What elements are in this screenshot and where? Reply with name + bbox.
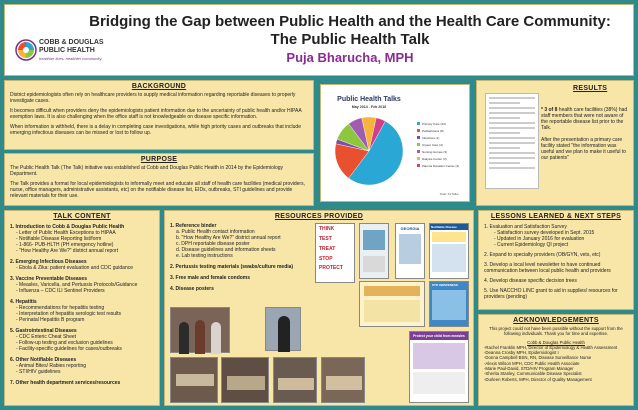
acknowledgement-name: -Deanna Crosby MPH, Epidemiologist I bbox=[484, 350, 559, 356]
acknowledgement-name: -Rachel Franklin MPH, Director of Epidemiology & Health Assessment bbox=[484, 344, 618, 350]
lesson-item bbox=[484, 262, 628, 274]
talk-section bbox=[10, 276, 154, 294]
pie-chart bbox=[321, 85, 471, 203]
meeting-photo bbox=[321, 357, 365, 403]
logo-line1: COBB & DOUGLAS bbox=[39, 39, 104, 46]
results-finding bbox=[541, 107, 629, 131]
results-panel bbox=[476, 80, 634, 206]
talk-section-item: - Ebola & Zika: patient evaluation and CDC guidance bbox=[16, 265, 134, 271]
acknowledgements-intro: This project could not have been possible without the support from the following individuals. Thank you for time and expertise. bbox=[489, 326, 623, 337]
acknowledgement-name: -Alexis Wilson MPH, CDC Public Health Associate bbox=[484, 360, 580, 366]
measles-poster bbox=[409, 331, 469, 403]
meeting-photo bbox=[273, 357, 317, 403]
legend-swatch bbox=[417, 136, 420, 139]
poster-protect-label: PROTECT bbox=[319, 265, 343, 271]
talk-section-item: - Letter of Public Health Exceptions to HIPAA bbox=[16, 230, 116, 236]
resource-heading: 1. Reference binder bbox=[170, 223, 217, 229]
resource-item: c. DPH reportable disease poster bbox=[176, 241, 250, 247]
talk-section-heading: 6. Other Notifiable Diseases bbox=[10, 357, 77, 363]
pie-chart-panel bbox=[320, 84, 470, 202]
poster-stop-label: STOP bbox=[319, 256, 333, 262]
talk-section-item: - STI/HIV guidelines bbox=[16, 369, 61, 375]
acknowledgement-name: -Marie Paul-David, STD/HIV Program Manager bbox=[484, 366, 574, 372]
acknowledgements-names bbox=[484, 345, 628, 382]
results-title: RESULTS bbox=[573, 85, 608, 92]
background-title: BACKGROUND bbox=[131, 83, 187, 90]
meeting-photo bbox=[170, 357, 218, 403]
resource-section bbox=[170, 286, 320, 292]
resources-panel bbox=[164, 210, 474, 406]
talk-section-item: - "How Healthy Are We?" district annual report bbox=[16, 248, 119, 254]
meeting-photo bbox=[221, 357, 269, 403]
talk-section-item: - Follow-up testing and exclusion guidelines bbox=[16, 340, 113, 346]
legend-swatch bbox=[417, 143, 420, 146]
resource-heading: 2. Pertussis testing materials (swabs/culture media) bbox=[170, 264, 294, 270]
background-panel bbox=[4, 80, 314, 150]
acknowledgement-name: -Sherita Stanley, Communicable Disease Specialist bbox=[484, 371, 582, 377]
acknowledgements-org: Cobb & Douglas Public Health bbox=[527, 339, 585, 345]
think-test-treat-poster bbox=[315, 223, 355, 283]
talk-section-item: - CDC Enteric Cheat Sheet bbox=[16, 334, 77, 340]
talk-section bbox=[10, 224, 154, 254]
resource-item: a. Public Health contact information bbox=[176, 229, 255, 235]
presenter-photo bbox=[265, 307, 301, 351]
talk-section-heading: 7. Other health department services/resources bbox=[10, 380, 121, 386]
acknowledgements-title: ACKNOWLEDGEMENTS bbox=[513, 317, 599, 324]
legend-swatch bbox=[417, 129, 420, 132]
talk-section bbox=[10, 357, 154, 375]
resource-section bbox=[170, 223, 320, 259]
poster-title-line1: Bridging the Gap between Public Health and the Health Care Community: bbox=[89, 13, 611, 30]
background-paragraph: It becomes difficult when providers deny the epidemiologists patient information due to the uncertainty of public health and/or HIPAA exemption laws. It is also challenging when the office staff is not knowledgeable on disease specific information. bbox=[10, 108, 302, 120]
talk-section-item: - Perinatal Hepatitis B program bbox=[16, 317, 85, 323]
talk-section bbox=[10, 380, 154, 386]
purpose-title: PURPOSE bbox=[140, 156, 178, 163]
lesson-text: 4. Develop disease specific decision trees bbox=[484, 278, 577, 284]
rabies-poster bbox=[359, 281, 425, 327]
talk-content-panel bbox=[4, 210, 160, 406]
results-quote: After the presentation a primary care facility stated "the information was useful and we plan to make it useful to our patients" bbox=[541, 137, 627, 161]
resource-heading: 3. Free male and female condoms bbox=[170, 275, 251, 281]
talk-section-heading: 1. Introduction to Cobb & Douglas Public Health bbox=[10, 224, 125, 230]
lesson-text: 1. Evaluation and Satisfaction Survey bbox=[484, 224, 567, 230]
resource-section bbox=[170, 275, 320, 281]
talk-section bbox=[10, 259, 154, 271]
std-awareness-poster bbox=[429, 281, 469, 327]
logo-tagline: healthier lives. healthier community. bbox=[39, 56, 103, 61]
legend-swatch bbox=[417, 150, 420, 153]
poster-georgia-label: GEORGIA bbox=[400, 226, 420, 231]
lessons-title: LESSONS LEARNED & NEXT STEPS bbox=[490, 213, 622, 220]
acknowledgement-name: -Durleen Roberts, MPH, Director of Quality Management bbox=[484, 376, 592, 382]
acknowledgement-name: -Donna Campbell BSN, RN, Disease Surveillance Nurse bbox=[484, 355, 592, 361]
talk-section-item: - Measles, Varicella, and Pertussis Protocols/Guidance bbox=[16, 282, 138, 288]
legend-label: Pediatricians (8) bbox=[422, 129, 444, 133]
staff-group-photo bbox=[170, 307, 230, 353]
lessons-list bbox=[484, 224, 628, 300]
lesson-text: 3. Develop a local level newsletter to have continued communication between local public health and providers bbox=[484, 262, 611, 274]
georgia-notifiable-disease-poster bbox=[395, 223, 425, 279]
notifiable-disease-reporting-poster bbox=[429, 223, 469, 279]
talk-section-item: - Interpretation of hepatitis serologic test results bbox=[16, 311, 122, 317]
acknowledgements-panel bbox=[478, 314, 634, 406]
poster-measles-label: Protect your child from measles bbox=[410, 332, 468, 340]
lesson-sub-item: - Updated in January 2016 for evaluation bbox=[494, 236, 585, 242]
talk-section bbox=[10, 299, 154, 323]
lesson-sub-item: - Current Epidemiology QI project bbox=[494, 242, 569, 248]
talk-section-heading: 3. Vaccine Preventable Diseases bbox=[10, 276, 87, 282]
lesson-item bbox=[484, 252, 628, 258]
lesson-text: 5. Use NACCHO LINC grant to aid in supplies/ resources for providers (pending) bbox=[484, 288, 618, 300]
talk-section-heading: 5. Gastrointestinal Diseases bbox=[10, 328, 77, 334]
legend-swatch bbox=[417, 157, 420, 160]
poster-test-label: TEST bbox=[319, 236, 332, 242]
legend-label: Dialysis Center (3) bbox=[422, 157, 447, 161]
poster-std-label: STD AWARENESS bbox=[432, 283, 458, 287]
talk-content-title: TALK CONTENT bbox=[53, 213, 111, 220]
legend-label: Plasma Donation Center (2) bbox=[422, 164, 460, 168]
lessons-panel bbox=[478, 210, 634, 310]
purpose-panel bbox=[4, 153, 314, 206]
resource-section bbox=[170, 264, 320, 270]
talk-section-item: - 1-866- PUB-HLTH (PH emergency hotline) bbox=[16, 242, 114, 248]
purpose-paragraph: The Talk provides a format for local epidemiologists to informally meet and educate all staff of health care facilities (medical providers, nurse, office managers, administrative assistants, etc) on the notifiable disease list, EIDs, outbreaks, STI guidelines and provide relevant materials for their use. bbox=[10, 181, 305, 199]
resource-item: d. Disease guidelines and information sheets bbox=[176, 247, 276, 253]
legend-label: Infectious (1) bbox=[422, 136, 440, 140]
talk-section-item: - Animal Bites/ Rabies reporting bbox=[16, 363, 87, 369]
logo-line2: PUBLIC HEALTH bbox=[39, 47, 95, 54]
talk-section-heading: 2. Emerging Infectious Diseases bbox=[10, 259, 87, 265]
legend-swatch bbox=[417, 164, 420, 167]
poster-treat-label: TREAT bbox=[319, 246, 336, 252]
resources-title: RESOURCES PROVIDED bbox=[274, 213, 364, 220]
poster-author: Puja Bharucha, MPH bbox=[286, 50, 414, 65]
talk-section bbox=[10, 328, 154, 352]
logo-flower-icon bbox=[15, 39, 37, 61]
background-paragraph: When information is withheld, there is a delay in completing case investigations, while high priority cases and outbreaks that include emerging infectious diseases can be missed or lost to follow up. bbox=[10, 124, 301, 136]
background-paragraph: District epidemiologists often rely on healthcare providers to supply medical information regarding reportable diseases to properly investigate cases. bbox=[10, 92, 296, 104]
talk-section-heading: 4. Hepatitis bbox=[10, 299, 37, 305]
talk-content-list bbox=[10, 224, 154, 386]
poster-notifiable-label: Notifiable Disease bbox=[430, 224, 468, 230]
resource-heading: 4. Disease posters bbox=[170, 286, 214, 292]
poster-title-line2: The Public Health Talk bbox=[270, 31, 430, 48]
hepatitis-poster bbox=[359, 223, 389, 279]
talk-section-item: - Influenza – CDC ILI Sentinel Providers bbox=[16, 288, 105, 294]
legend-label: Urgent Care (4) bbox=[422, 143, 443, 147]
cobb-douglas-logo bbox=[15, 37, 104, 71]
talk-section-item: - Facility-specific guidelines for cases/outbreaks bbox=[16, 346, 122, 352]
resources-list bbox=[170, 223, 320, 297]
lesson-text: 2. Expand to specialty providers (OB/GYN, vets, etc) bbox=[484, 252, 601, 258]
survey-document-image bbox=[485, 93, 539, 189]
chart-title: Public Health Talks bbox=[337, 96, 401, 103]
lesson-item bbox=[484, 278, 628, 284]
chart-footnote: Total: 44 Talks bbox=[439, 192, 459, 196]
legend-swatch bbox=[417, 122, 420, 125]
legend-label: Primary Care (23) bbox=[422, 122, 446, 126]
resource-item: b. "How Healthy Are We?" district annual report bbox=[176, 235, 281, 241]
talk-section-item: - Notifiable Disease Reporting list/form bbox=[16, 236, 102, 242]
purpose-paragraph: The Public Health Talk (The Talk) initiative was established at Cobb and Douglas Public Health in 2014 by the Epidemiology Department. bbox=[10, 165, 284, 177]
talk-section-item: - Recommendations for hepatitis testing bbox=[16, 305, 105, 311]
lesson-sub-item: - Satisfaction survey developed in Sept. 2015 bbox=[494, 230, 595, 236]
resource-item: e. Lab testing instructions bbox=[176, 253, 233, 259]
results-finding-text: health care facilities (38%) had staff members that were not aware of the reportable disease list prior to the Talk. bbox=[541, 107, 628, 131]
chart-subtitle: May 2014 - Feb 2016 bbox=[351, 105, 387, 109]
lesson-item bbox=[484, 224, 628, 248]
lesson-item bbox=[484, 288, 628, 300]
results-finding-bold: * 3 of 8 bbox=[541, 107, 558, 113]
poster-header bbox=[4, 4, 634, 76]
poster-think-label: THINK bbox=[319, 226, 335, 232]
legend-label: Nursing Homes (3) bbox=[422, 150, 448, 154]
